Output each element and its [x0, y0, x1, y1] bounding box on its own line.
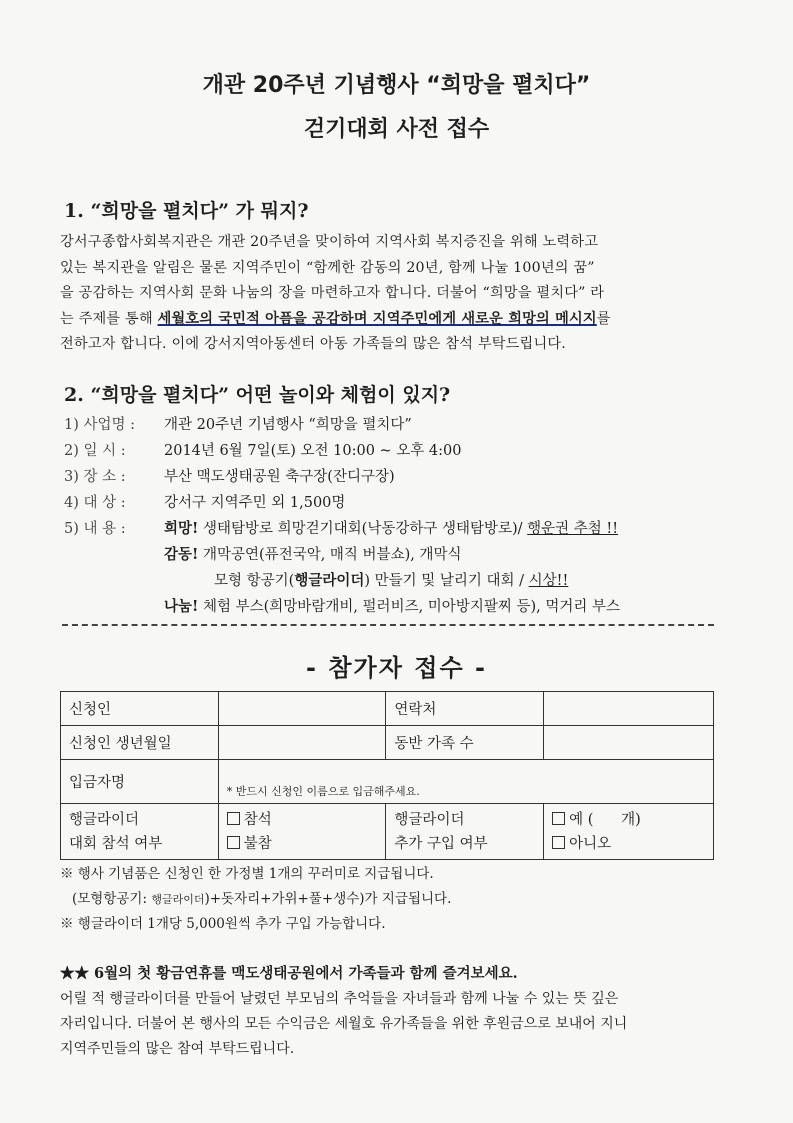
hg-buy-label: [386, 804, 544, 860]
section1-line: [60, 307, 728, 333]
item-key: 2) 일 시 :: [64, 443, 126, 459]
section1-line: 강서구종합사회복지관은 개관 20주년을 맞이하여 지역사회 복지증진을 위해 노력하고: [60, 234, 599, 250]
absent-option[interactable]: 불참: [227, 832, 378, 856]
content-line-4: [164, 594, 620, 620]
content-emphasis: 행운권 추첨 !!: [527, 521, 619, 537]
content-emphasis: 시상!!: [528, 573, 569, 589]
section2-heading: 2. “희망을 펼치다” 어떤 놀이와 체험이 있지?: [64, 384, 451, 406]
list-item: [64, 542, 620, 568]
content-line-1: [164, 516, 618, 542]
note-line: ※ 행사 기념품은 신청인 한 가정별 1개의 꾸러미로 지급됩니다.: [60, 866, 434, 882]
section1-line4-post: 를: [596, 310, 611, 327]
list-item: [64, 412, 620, 438]
list-item: [64, 438, 620, 464]
section1-line: 전하고자 합니다. 이에 강서지역아동센터 아동 가족들의 많은 참석 부탁드립니다.: [60, 336, 566, 352]
hg-attend-label: [61, 804, 219, 860]
buy-no-option[interactable]: 아니오: [552, 832, 705, 856]
checkbox-yes[interactable]: [552, 812, 565, 825]
note-line: ※ 행글라이더 1개당 5,000원씩 추가 구입 가능합니다.: [60, 916, 386, 932]
section1-emphasis: 세월호의 국민적 아픔을 공감하며 지역주민에게 새로운 희망의 메시지: [157, 310, 597, 327]
content-text: ) 만들기 및 날리기 대회 /: [364, 573, 529, 589]
section1-line4-pre: 는 주제를 통해: [60, 310, 158, 327]
closing-line: 지역주민들의 많은 참여 부탁드립니다.: [60, 1041, 295, 1057]
hg-attend-options: [218, 804, 386, 860]
checkbox-absent[interactable]: [227, 836, 240, 849]
checkbox-no[interactable]: [552, 836, 565, 849]
family-field[interactable]: [544, 726, 714, 760]
family-label: 동반 가족 수: [386, 726, 544, 760]
list-item: [64, 594, 620, 620]
note-line: (모형항공기: 행글라이더)+돗자리+가위+풀+생수)가 지급됩니다.: [72, 891, 452, 907]
list-item: [64, 568, 620, 594]
section1-line: 있는 복지관을 알림은 물론 지역주민이 “함께한 감동의 20년, 함께 나눌 100년의 꿈”: [60, 259, 595, 276]
item-key: 5) 내 용 :: [64, 521, 126, 537]
checkbox-attend[interactable]: [227, 812, 240, 825]
section1-line: 을 공감하는 지역사회 문화 나눔의 장을 마련하고자 합니다. 더불어 “희망을 펼치다” 라: [60, 285, 605, 301]
item-key: 1) 사업명 :: [64, 417, 136, 433]
section1-paragraph: [60, 230, 728, 358]
birth-field[interactable]: [218, 726, 386, 760]
buy-label-line1: 행글라이더: [394, 811, 465, 828]
list-item: [64, 516, 620, 542]
applicant-label: 신청인: [61, 692, 219, 726]
closing-line: 어릴 적 행글라이더를 만들어 날렸던 부모님의 추억들을 자녀들과 함께 나눌 수 있는 뜻 깊은: [60, 991, 619, 1007]
section2-list: [64, 412, 620, 620]
contact-label: 연락처: [386, 692, 544, 726]
content-label: 희망!: [164, 520, 199, 537]
item-value: 강서구 지역주민 외 1,500명: [164, 495, 346, 511]
content-text: 모형 항공기(: [214, 573, 295, 589]
buy-label-line2: 추가 구입 여부: [394, 835, 488, 852]
hg-buy-options: [544, 804, 714, 860]
content-line-3: [214, 568, 568, 594]
content-text: 개막공연(퓨전국악, 매직 버블쇼), 개막식: [198, 547, 462, 563]
content-text: 생태탐방로 희망걷기대회(낙동강하구 생태탐방로)/: [198, 521, 528, 537]
notes: [60, 862, 451, 937]
closing-line: 자리입니다. 더불어 본 행사의 모든 수익금은 세월호 유가족들을 위한 후원금으로 보내어 지니: [60, 1016, 628, 1032]
registration-title: - 참가자 접수 -: [306, 654, 487, 682]
hg-label-line2: 대회 참석 여부: [69, 835, 163, 852]
attend-option[interactable]: 참석: [227, 808, 378, 832]
content-line-2: [164, 542, 461, 568]
list-item: [64, 490, 620, 516]
contact-field[interactable]: [544, 692, 714, 726]
item-key: 4) 대 상 :: [64, 495, 126, 511]
deposit-note: * 반드시 신청인 이름으로 입금해주세요.: [226, 785, 420, 798]
closing-heading: ★★ 6월의 첫 황금연휴를 맥도생태공원에서 가족들과 함께 즐겨보세요.: [60, 965, 518, 982]
content-text: 체험 부스(희망바람개비, 펄러비즈, 미아방지팔찌 등), 먹거리 부스: [198, 599, 620, 615]
registration-form: [60, 691, 714, 860]
document-subtitle: 걷기대회 사전 접수: [303, 117, 490, 142]
applicant-field[interactable]: [218, 692, 386, 726]
hg-label-line1: 행글라이더: [69, 811, 140, 828]
list-item: [64, 464, 620, 490]
section1-heading: 1. “희망을 펼치다” 가 뭐지?: [64, 200, 309, 222]
item-value: 2014년 6월 7일(토) 오전 10:00 ~ 오후 4:00: [164, 443, 462, 459]
document-title: 개관 20주년 기념행사 “희망을 펼치다”: [202, 73, 591, 98]
birth-label: 신청인 생년월일: [61, 726, 219, 760]
buy-yes-option[interactable]: 예 ( 개): [552, 808, 705, 832]
content-bold: 행글라이더: [294, 572, 365, 589]
item-value: 개관 20주년 기념행사 “희망을 펼치다”: [164, 417, 412, 433]
content-label: 나눔!: [164, 598, 199, 615]
depositor-field[interactable]: [218, 760, 713, 804]
cut-line-divider: [62, 624, 714, 626]
item-key: 3) 장 소 :: [64, 469, 126, 485]
content-label: 감동!: [164, 546, 199, 563]
item-value: 부산 맥도생태공원 축구장(잔디구장): [164, 469, 395, 485]
depositor-label: 입금자명: [61, 760, 219, 804]
closing-paragraph: [60, 987, 728, 1062]
